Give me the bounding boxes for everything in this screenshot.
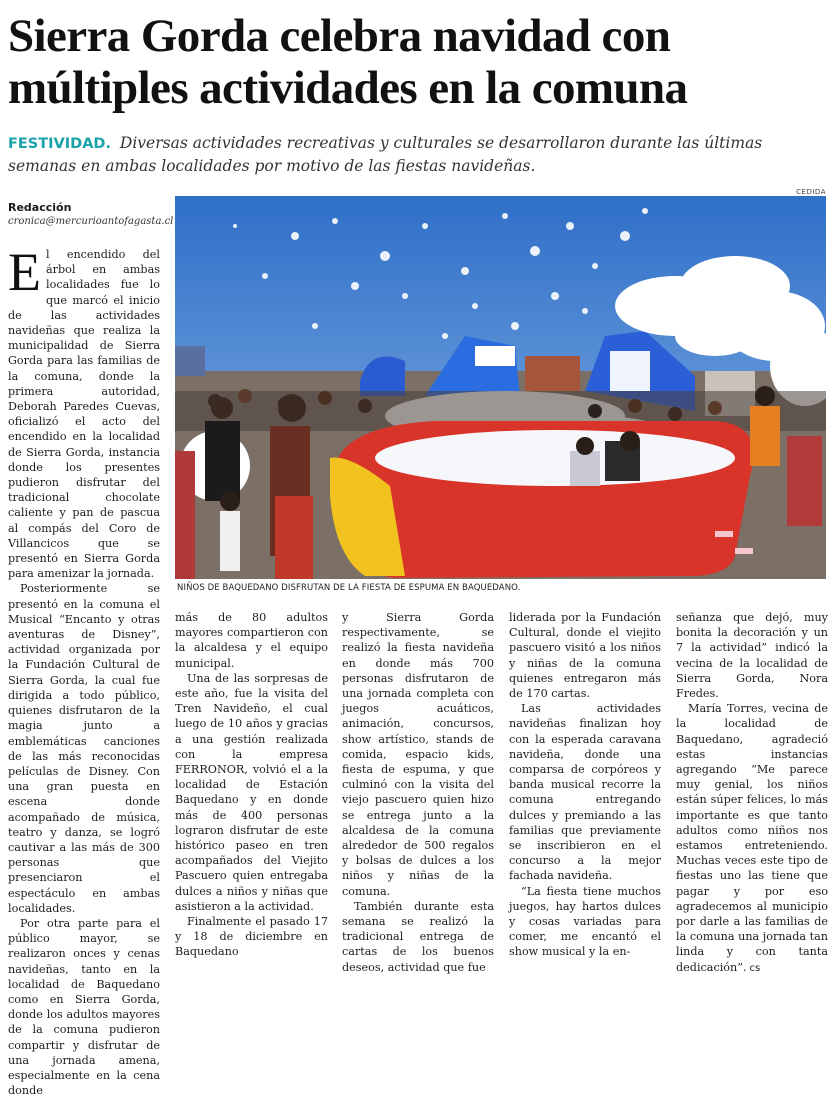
end-mark-icon: cs (749, 962, 761, 974)
paragraph: más de 80 adultos mayores compartieron con la alcaldesa y el equipo municipal. (175, 611, 328, 670)
paragraph: Por otra parte para el público mayor, se realizaron onces y cenas navideñas, tanto en la localidad de Baquedano como en Sierra Gorda, donde los adultos mayores de la comuna pudieron compartir y disfrutar de una jornada amena, especialmente en la cena donde (8, 916, 160, 1098)
article-photo (175, 196, 826, 579)
paragraph: María Torres, vecina de la localidad de Baquedano, agradeció estas instancias agregando “Me parece muy genial, los niños están súper felices, lo más importante es que tanto adultos como niños nos estamos entreteniendo. Muchas veces este tipo de fiestas uno las tiene que pagar y por eso agradecemos al municipio por darle a las familias de la comuna una jornada tan linda y con tanta dedicación”. cs (676, 702, 828, 974)
paragraph: Finalmente el pasado 17 y 18 de diciembre en Baquedano (175, 915, 328, 959)
paragraph: Posteriormente se presentó en la comuna el Musical “Encanto y otras aventuras de Disney”, actividad organizada por la Fundación Cultural de Sierra Gorda, la cual fue dirigida a todo público, quienes disfrutaron de la magia junto a emblemáticas canciones de las más reconocidas películas de Disney. Con una gran puesta en escena donde acompañado de música, teatro y danza, se logró cautivar a las más de 300 personas que presenciaron el espectáculo en ambas localidades. (8, 582, 160, 915)
photo-credit: CEDIDA (796, 188, 826, 196)
paragraph: El encendido del árbol en ambas localidades fue lo que marcó el inicio de las actividades navideñas que realiza la municipalidad de Sierra Gorda para las familias de la comuna, donde la primera autoridad, Deborah Paredes Cuevas, oficializó el acto del encendido en la localidad de Sierra Gorda, instancia donde los presentes pudieron disfrutar del tradicional chocolate caliente y pan de pascua al compás del Coro de Villancicos que se presentó en Sierra Gorda para amenizar la jornada. (8, 242, 160, 581)
paragraph: “La fiesta tiene muchos juegos, hay hartos dulces y cosas variadas para comer, me encantó el show musical y la en- (509, 884, 661, 959)
photo-caption: NIÑOS DE BAQUEDANO DISFRUTAN DE LA FIESTA DE ESPUMA EN BAQUEDANO. (177, 583, 521, 593)
drop-cap: E (8, 242, 41, 302)
deck-text: Diversas actividades recreativas y culturales se desarrollaron durante las últimas semanas en ambas localidades por motivo de las fiestas navideñas. (8, 134, 763, 175)
headline: Sierra Gorda celebra navidad con múltiples actividades en la comuna (8, 10, 688, 114)
paragraph: señanza que dejó, muy bonita la decoración y un 7 la actividad” indicó la vecina de la localidad de Sierra Gorda, Nora Fredes. (676, 611, 828, 701)
paragraph: y Sierra Gorda respectivamente, se realizó la fiesta navideña en donde más 700 personas disfrutaron de una jornada completa con juegos acuáticos, animación, concursos, show artístico, stands de comida, espacio kids, fiesta de espuma, y que culminó con la visita del viejo pascuero quien hizo se entrega junto a la alcaldesa de la comuna alrededor de 500 regalos y bolsas de dulces a los niños y niñas de la comuna. (342, 611, 494, 898)
article-column-1 (8, 242, 160, 1098)
deck (8, 132, 828, 177)
paragraph: liderada por la Fundación Cultural, donde el viejito pascuero visitó a los niños y niñas de la comuna quienes entregaron más de 170 cartas. (509, 611, 661, 701)
article-column-5 (676, 610, 828, 974)
paragraph: Las actividades navideñas finalizan hoy con la esperada caravana navideña, donde una comparsa de corpóreos y banda musical recorre la comuna entregando dulces y premiando a las familias que previamente se inscribieron en el concurso a la mejor fachada navideña. (509, 702, 661, 883)
byline-email: cronica@mercurioantofagasta.cl (8, 216, 174, 227)
deck-kicker: FESTIVIDAD. (8, 136, 111, 152)
article-column-4 (509, 610, 661, 959)
article-column-3 (342, 610, 494, 974)
foam-party-illustration (175, 196, 826, 579)
byline-name: Redacción (8, 201, 72, 214)
paragraph: Una de las sorpresas de este año, fue la visita del Tren Navideño, el cual luego de 10 años y gracias a una gestión realizada con la empresa FERRONOR, volvió el a la localidad de Estación Baquedano y en donde más de 400 personas lograron disfrutar de este histórico paseo en tren acompañados del Viejito Pascuero quien entregaba dulces a niños y niñas que asistieron a la actividad. (175, 671, 328, 913)
byline (8, 200, 174, 229)
paragraph: También durante esta semana se realizó la tradicional entrega de cartas de los buenos deseos, actividad que fue (342, 899, 494, 974)
article-column-2 (175, 610, 328, 959)
